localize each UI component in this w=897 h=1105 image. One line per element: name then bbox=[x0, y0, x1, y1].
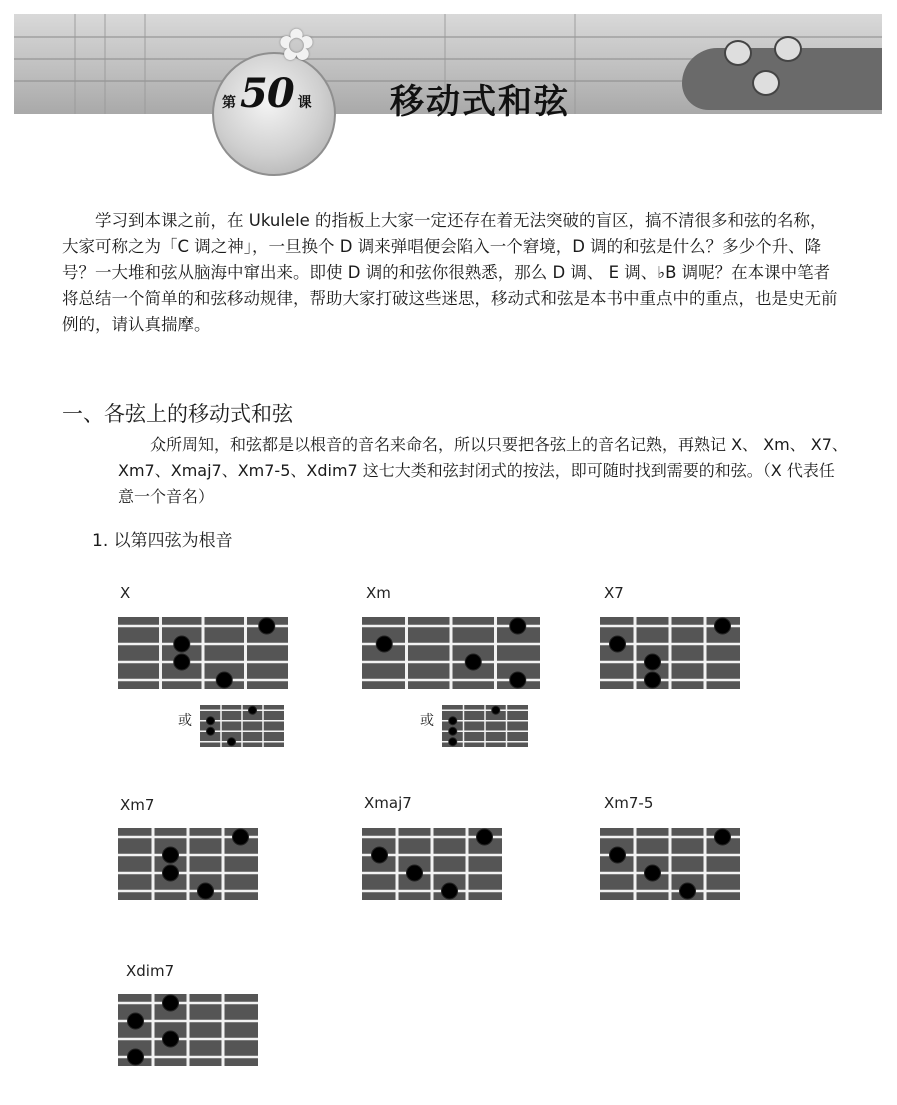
chord-diagram-xm7-5 bbox=[600, 828, 740, 900]
banner-fret-line bbox=[104, 14, 106, 114]
finger-dot bbox=[163, 865, 179, 881]
finger-dot bbox=[174, 654, 190, 670]
finger-dot bbox=[510, 672, 526, 688]
chord-diagram-x7 bbox=[600, 617, 740, 689]
chord-diagram-xm7 bbox=[118, 828, 258, 900]
finger-dot bbox=[449, 727, 457, 735]
finger-dot bbox=[449, 738, 457, 746]
tuning-peg-icon bbox=[774, 36, 802, 62]
finger-dot bbox=[249, 706, 257, 714]
finger-dot bbox=[680, 883, 696, 899]
ukulele-headstock-icon bbox=[682, 48, 882, 110]
finger-dot bbox=[207, 727, 215, 735]
chord-name-xmaj7: Xmaj7 bbox=[364, 794, 412, 812]
tuning-peg-icon bbox=[724, 40, 752, 66]
finger-dot bbox=[645, 865, 661, 881]
chord-diagram-xdim7 bbox=[118, 994, 258, 1066]
banner-fret-line bbox=[144, 14, 146, 114]
finger-dot bbox=[228, 738, 236, 746]
section-title: 一、各弦上的移动式和弦 bbox=[62, 402, 293, 426]
chord-diagram-x bbox=[118, 617, 288, 689]
alternative-label: 或 bbox=[178, 713, 192, 729]
finger-dot bbox=[259, 618, 275, 634]
finger-dot bbox=[163, 847, 179, 863]
chord-name-xm7-5: Xm7-5 bbox=[604, 794, 654, 812]
finger-dot bbox=[207, 717, 215, 725]
lesson-suffix: 课 bbox=[297, 95, 312, 111]
alt-chord-diagram-x bbox=[200, 705, 284, 747]
finger-dot bbox=[163, 1031, 179, 1047]
chord-name-xm: Xm bbox=[366, 584, 391, 602]
finger-dot bbox=[492, 706, 500, 714]
flower-icon: ✿ bbox=[278, 20, 315, 71]
lesson-prefix: 第 bbox=[222, 95, 236, 111]
finger-dot bbox=[163, 995, 179, 1011]
finger-dot bbox=[442, 883, 458, 899]
finger-dot bbox=[465, 654, 481, 670]
tuning-peg-icon bbox=[752, 70, 780, 96]
alt-chord-diagram-xm bbox=[442, 705, 528, 747]
chord-diagram-xmaj7 bbox=[362, 828, 502, 900]
finger-dot bbox=[645, 654, 661, 670]
finger-dot bbox=[372, 847, 388, 863]
banner-fret-line bbox=[74, 14, 76, 114]
chord-name-xm7: Xm7 bbox=[120, 796, 155, 814]
finger-dot bbox=[645, 672, 661, 688]
finger-dot bbox=[216, 672, 232, 688]
finger-dot bbox=[715, 829, 731, 845]
finger-dot bbox=[128, 1013, 144, 1029]
alternative-label: 或 bbox=[420, 713, 434, 729]
finger-dot bbox=[233, 829, 249, 845]
chord-name-xdim7: Xdim7 bbox=[126, 962, 175, 980]
finger-dot bbox=[449, 717, 457, 725]
finger-dot bbox=[174, 636, 190, 652]
finger-dot bbox=[376, 636, 392, 652]
finger-dot bbox=[198, 883, 214, 899]
chord-name-x7: X7 bbox=[604, 584, 624, 602]
finger-dot bbox=[715, 618, 731, 634]
lesson-number-label bbox=[222, 70, 312, 117]
finger-dot bbox=[610, 636, 626, 652]
intro-paragraph: 学习到本课之前，在 Ukulele 的指板上大家一定还存在着无法突破的盲区，搞不清很多和弦的名称，大家可称之为「C 调之神」，一旦换个 D 调来弹唱便会陷入一个窘境，D 调的和弦是什么？多少个升、降号？一大堆和弦从脑海中窜出来。即使 D 调的和弦你很熟悉，那么 D 调、 E 调、♭B 调呢？在本课中笔者将总结一个简单的和弦移动规律，帮助大家打破这些迷思，移动式和弦是本书中重点中的重点，也是史无前例的，请认真揣摩。 bbox=[62, 211, 838, 334]
lesson-number: 50 bbox=[240, 70, 294, 117]
finger-dot bbox=[477, 829, 493, 845]
finger-dot bbox=[128, 1049, 144, 1065]
chord-diagram-xm bbox=[362, 617, 540, 689]
finger-dot bbox=[610, 847, 626, 863]
page-title: 移动式和弦 bbox=[390, 82, 570, 122]
banner-fret-line bbox=[574, 14, 576, 114]
finger-dot bbox=[510, 618, 526, 634]
section-body: 众所周知，和弦都是以根音的音名来命名，所以只要把各弦上的音名记熟，再熟记 X、 Xm、 X7、Xm7、Xmaj7、Xm7-5、Xdim7 这七大类和弦封闭式的按法，即可随时找到需要的和弦。（X 代表任意一个音名） bbox=[118, 435, 848, 506]
chord-name-x: X bbox=[120, 584, 131, 602]
finger-dot bbox=[407, 865, 423, 881]
subsection-title: 1. 以第四弦为根音 bbox=[92, 531, 233, 551]
